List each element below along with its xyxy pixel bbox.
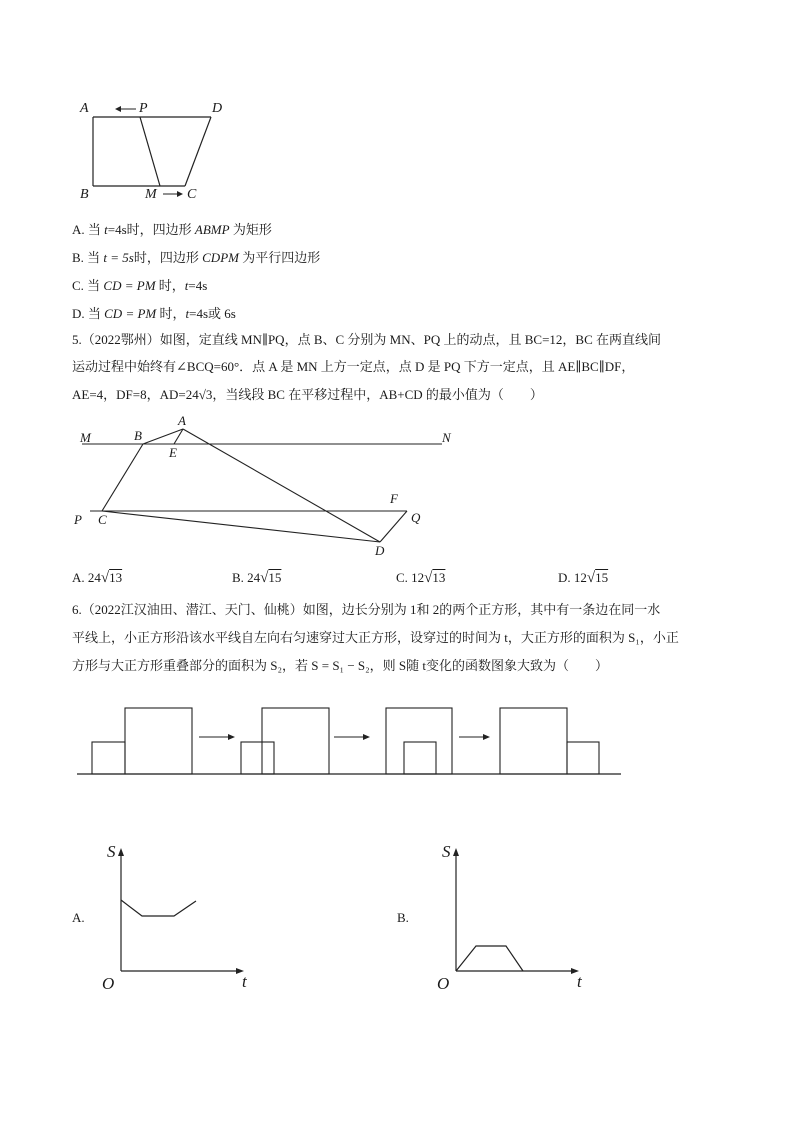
origin-label: O: [102, 974, 115, 993]
q4-option-d: D. 当 CD = PM 时，t=4s或 6s: [72, 306, 236, 321]
small-square-2: [241, 742, 274, 774]
y-axis-label: S: [442, 842, 451, 861]
y-axis-label: S: [107, 842, 116, 861]
large-square-1: [125, 708, 192, 774]
label-c: C: [98, 512, 107, 527]
large-square-2: [262, 708, 329, 774]
edge-cd: [185, 117, 211, 186]
arrow-right-head-icon: [483, 734, 490, 740]
label-e: E: [169, 445, 177, 460]
figure-squares-sequence: [75, 700, 625, 785]
label-d: D: [212, 101, 223, 116]
q5-line-1: 5.（2022鄂州）如图，定直线 MN∥PQ，点 B、C 分别为 MN、PQ 上的动点，且 BC=12，BC 在两直线间: [72, 332, 661, 347]
graph-b-svg: [395, 840, 595, 1000]
label-a: A: [178, 413, 186, 428]
arrow-right-head-icon: [177, 191, 183, 197]
q5-option-d: D. 12√15: [558, 570, 609, 586]
q4-option-b: B. 当 t = 5s时，四边形 CDPM 为平行四边形: [72, 250, 321, 265]
large-square-4: [500, 708, 567, 774]
label-f: F: [390, 491, 398, 506]
segment-df: [380, 511, 407, 542]
graph-option-a: [70, 840, 270, 1000]
squares-svg: [75, 700, 625, 785]
figure-trapezoid: [70, 95, 240, 210]
q5-option-b: B. 24√15: [232, 570, 282, 586]
label-b: B: [134, 428, 142, 443]
q5-option-c: C. 12√13: [396, 570, 446, 586]
arrow-left-head-icon: [115, 106, 121, 112]
parallel-lines-svg: [70, 412, 470, 562]
q6-line-1: 6.（2022江汉油田、潜江、天门、仙桃）如图，边长分别为 1和 2的两个正方形，其中有一条边在同一水: [72, 602, 661, 617]
segment-pm: [140, 117, 160, 186]
label-c: C: [187, 187, 197, 202]
origin-label: O: [437, 974, 450, 993]
label-d: D: [375, 543, 385, 558]
x-axis-label: t: [577, 972, 582, 991]
label-p: P: [74, 512, 82, 527]
option-label-b: B.: [397, 910, 409, 925]
label-q: Q: [411, 510, 421, 525]
graph-option-b: [395, 840, 595, 1000]
label-m: M: [80, 430, 91, 445]
segment-ab: [143, 429, 183, 444]
option-label-a: A.: [72, 910, 85, 925]
label-p: P: [139, 101, 148, 116]
q5-line-3: AE=4，DF=8，AD=24√3，当线段 BC 在平移过程中，AB+CD 的最小值为（ ）: [72, 387, 543, 402]
small-square-1: [92, 742, 125, 774]
segment-bc: [102, 444, 143, 511]
x-axis-label: t: [242, 972, 247, 991]
label-n: N: [442, 430, 451, 445]
function-curve-b: [456, 946, 523, 971]
small-square-3: [404, 742, 436, 774]
arrow-right-head-icon: [228, 734, 235, 740]
q4-option-c: C. 当 CD = PM 时，t=4s: [72, 278, 208, 293]
small-square-4: [567, 742, 599, 774]
q4-option-a: A. 当 t=4s时，四边形 ABMP 为矩形: [72, 222, 272, 237]
q5-option-a: A. 24√13: [72, 570, 123, 586]
arrow-right-head-icon: [363, 734, 370, 740]
q5-line-2: 运动过程中始终有∠BCQ=60°．点 A 是 MN 上方一定点，点 D 是 PQ 下方一定点，且 AE∥BC∥DF，: [72, 359, 635, 374]
segment-ad: [183, 429, 380, 542]
segment-cd: [102, 511, 380, 542]
y-axis-arrow-icon: [453, 848, 459, 856]
label-a: A: [80, 101, 89, 116]
graph-a-svg: [70, 840, 270, 1000]
q6-line-3: 方形与大正方形重叠部分的面积为 S₂，若 S = S₁ − S₂，则 S随 t变化的函数图象大致为（ ）: [72, 658, 609, 673]
function-curve-a: [121, 900, 196, 916]
large-square-3: [386, 708, 452, 774]
y-axis-arrow-icon: [118, 848, 124, 856]
q6-line-2: 平线上，小正方形沿该水平线自左向右匀速穿过大正方形，设穿过的时间为 t，大正方形的面积为 S₁，小正: [72, 630, 679, 645]
figure-parallel-lines: [70, 412, 470, 562]
label-b: B: [80, 187, 89, 202]
label-m: M: [145, 187, 157, 202]
